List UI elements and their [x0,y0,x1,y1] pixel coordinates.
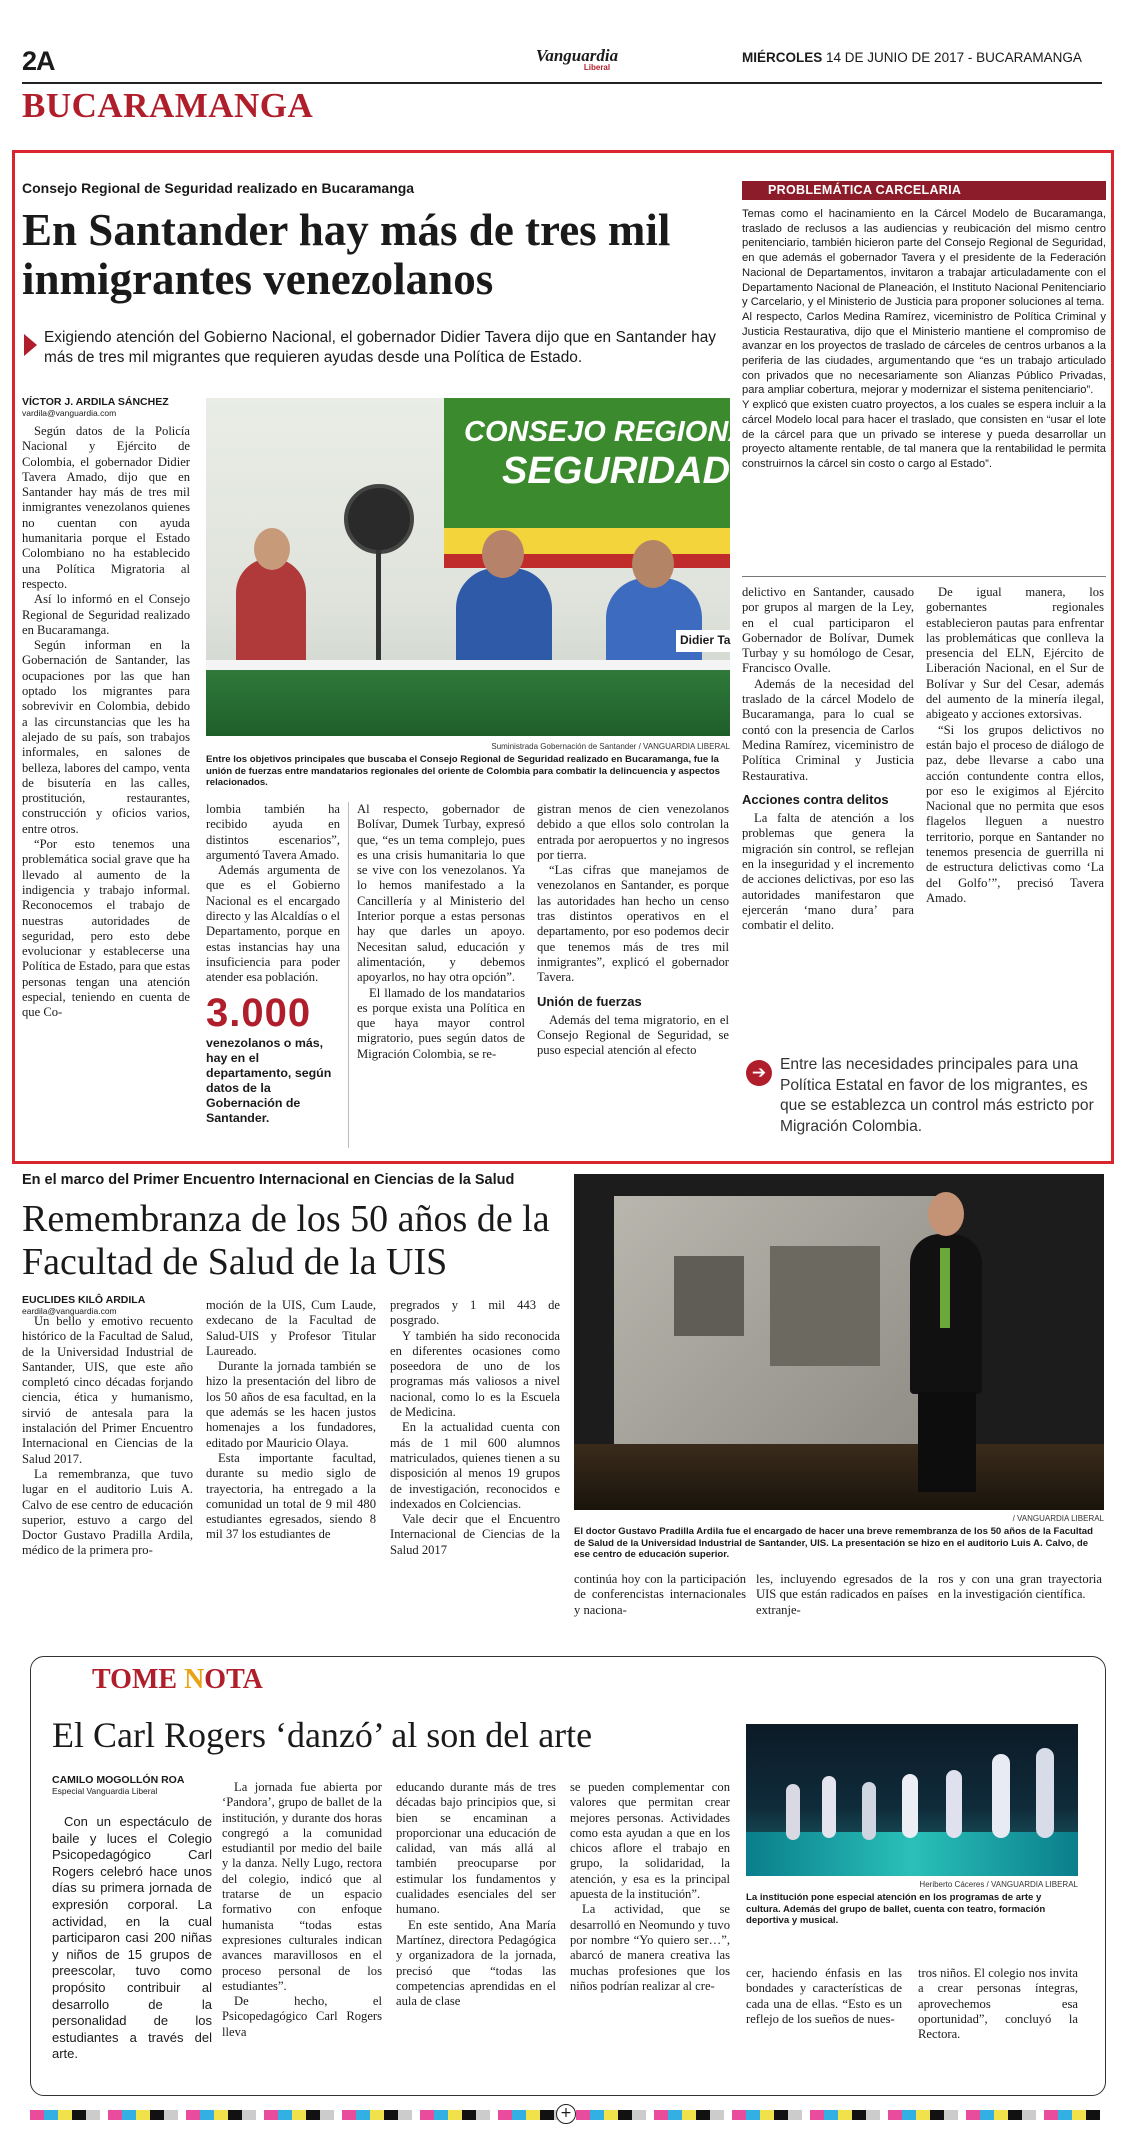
story3-byline: CAMILO MOGOLLÓN ROA [52,1774,185,1786]
story2-col4: continúa hoy con la participación de conferencistas internacionales y naciona- [574,1572,746,1617]
story3-photo-caption: La institución pone especial atención en los programas de arte y cultura. Además del grupo de ballet, cuenta con teatro, formación deportiva y musical. [746,1892,1046,1926]
tome-nota-label-n: N [184,1664,205,1695]
para: cer, haciendo énfasis en las bondades y características de cada una de ellas. “Esto es un reflejo de los sueños de nues- [746,1966,902,2026]
para: Y explicó que existen cuatro proyectos, a los cuales se espera incluir a la cárcel Modelo local para hacer el traslado, que consisten en “usar el lote de la cárcel para que un privado se interese y pueda desarrollar un proyecto altamente rentable, de tal manera que la rentabilidad le permita construirnos la cárcel sin costo o cargo al Estado”. [742,399,1106,470]
story1-col5 [742,585,914,934]
para: La remembranza, que tuvo lugar en el auditorio Luis A. Calvo de ese centro de educación superior, estuvo a cargo del Doctor Gustavo Pradilla Ardila, médico de la primera pro- [22,1466,193,1558]
screen-photo-1 [674,1256,744,1336]
story3-col4 [570,1780,730,1994]
sidebar-title: PROBLEMÁTICA CARCELARIA [768,183,962,197]
para: Temas como el hacinamiento en la Cárcel Modelo de Bucaramanga, traslado de reclusos a las audiencias y reubicación del mismo centro penitenciario, también hicieron parte del Consejo Regional de Seguridad, en que además el gobernador Tavera y el presidente de la Federación Nacional de Departamentos, invitaron a trabajar articuladamente con el Departamento Nacional de Planeación, el Instituto Nacional Penitenciario y Carcelario, y el Ministerio de Justicia para proponer soluciones al tema. [742,208,1106,309]
masthead-date-city: 14 DE JUNIO DE 2017 - BUCARAMANGA [826,50,1082,65]
story3-col2 [222,1780,382,2040]
person-1-head [254,528,290,570]
para: delictivo en Santander, causado por grupos al margen de la Ley, en el cual participaron el Gobernador de Bolívar, Dumek Turbay y su homólogo de Cesar, Francisco Ovalle. [742,585,914,676]
story3-col3 [396,1780,556,2009]
tome-nota-label [86,1664,269,1696]
para: tros niños. El colegio nos invita a crear personas íntegras, aprovechemos esa oportunidad”, concluyó la Rectora. [918,1966,1078,2042]
para: lombia también ha recibido ayuda en distintos escenarios”, argumentó Tavera Amado. [206,802,340,862]
story3-photo-credit: Heriberto Cáceres / VANGUARDIA LIBERAL [919,1880,1078,1889]
para: gistran menos de cien venezolanos debido a que ellos solo controlan la entrada por aeropuertos y no ingresos por tierra. [537,802,729,862]
rule [348,802,349,1148]
sidebar-rule [742,576,1106,577]
story2-byline: EUCLIDES KILÔ ARDILA [22,1294,146,1306]
para: “Si los grupos delictivos no están bajo el proceso de diálogo de paz, debe llevarse a cabo una acción contundente contra ellos, por eso le exigimos al Ejército Nacional que no permita que esos flagelos lleguen a nuestro territorio, porque en Santander no tenemos presencia de guerrilla ni de estructura delictivas como ‘La del Golfo’”, precisó Tavera Amado. [926,722,1104,905]
para: Y también ha sido reconocida en diferentes ocasiones como poseedora de uno de los programas más valiosos a nivel nacional, como lo es la Escuela de Medicina. [390,1328,560,1420]
story2-email: eardila@vanguardia.com [22,1306,117,1316]
speaker-head [928,1192,964,1236]
story2-kicker: En el marco del Primer Encuentro Internacional en Ciencias de la Salud [22,1172,515,1188]
para: Un bello y emotivo recuento histórico de la Facultad de Salud, de la Universidad Industrial de Santander, UIS, que este año completó cinco décadas forjando ciencia, ética y humanismo, sirvió de antesala para la instalación del Primer Encuentro Internacional en Ciencias de la Salud 2017. [22,1314,193,1466]
para: Además de la necesidad del traslado de la cárcel Modelo de Bucaramanga, para lo cual se contó con la presencia de Carlos Medina Ramírez, viceministro de Política Criminal y Justicia Restaurativa. [742,676,914,783]
story1-kicker: Consejo Regional de Seguridad realizado en Bucaramanga [22,180,415,196]
big-number-text: venezolanos o más, hay en el departamento, según datos de la Gobernación de Santander. [206,1035,332,1125]
story2-col3 [390,1298,560,1558]
para: La falta de atención a los problemas que genera la migración sin control, se reflejan en la inseguridad y el incremento de acciones delictivas, por eso las autoridades manifestaron que ejercerán ‘mano dura’ para combatir el delito. [742,811,914,933]
story1-email: vardila@vanguardia.com [22,408,117,418]
story2-col6: ros y con una gran trayectoria en la investigación científica. [938,1572,1102,1602]
para: El llamado de los mandatarios es porque exista una Política en que haya mayor control migratorio, pues según datos de Migración Colombia, se re- [357,985,525,1061]
big-number: 3.000 [206,990,312,1035]
fan-icon [344,484,414,554]
para: Durante la jornada también se hizo la presentación del libro de los 50 años de esa facultad, en la que además se les hacen justos homenajes a los fundadores, editado por Mauricio Olaya. [206,1359,376,1450]
para: Además argumenta de que es el Gobierno Nacional es el encargado directo y las Alcaldías o el Departamento, porque en estas instancias hay una insuficiencia para poder atender esa población. [206,863,340,985]
fan-stand [376,550,381,670]
masthead-day: MIÉRCOLES [742,50,823,65]
dancer-2 [822,1776,836,1838]
para: En este sentido, Ana María Martínez, directora Pedagógica y organizadora de la jornada, precisó que “todas las competencias aprendidas en el aula de clase [396,1917,556,2009]
banner-text-2: SEGURIDAD [502,450,731,492]
para: De igual manera, los gobernantes regionales establecieron pautas para enfrentar las problemáticas que conlleva la presencia del ELN, Ejército de Liberación Nacional, en el Sur de Bolívar y Sur del Cesar, además del aumento de la minería ilegal, abigeato y acciones extorsivas. [926,585,1104,722]
tome-nota-label-a: TOME [92,1664,185,1695]
para: Además del tema migratorio, en el Consejo Regional de Seguridad, se puso especial atención al efecto [537,1012,729,1058]
story1-col2 [206,802,340,1126]
story1-pullquote: Entre las necesidades principales para una Política Estatal en favor de los migrantes, es que se establezca un control más estricto por Migración Colombia. [780,1056,1094,1135]
screen-photo-2 [770,1246,880,1366]
registration-mark-icon: + [556,2104,576,2124]
para: educando durante más de tres décadas bajo principios que, si bien se encaminan a proporcionar una educación de calidad, van más allá al también preocuparse por estimular los fundamentos y cualidades esenciales del ser humano. [396,1780,556,1917]
subhead-union: Unión de fuerzas [537,993,642,1009]
person-2-head [482,530,524,578]
sidebar-body [742,207,1106,472]
story1-col3 [357,802,525,1062]
para: Esta importante facultad, durante su medio siglo de trayectoria, ha entregado a la comunidad un total de 9 mil 480 estudiantes egresados, siendo 8 mil 37 los estudiantes de [206,1450,376,1542]
story1-photo [206,398,767,736]
story2-photo-caption: El doctor Gustavo Pradilla Ardila fue el encargado de hacer una breve remembranza de los 50 años de la Facultad de Salud de la Universidad Industrial de Santander, UIS. La presentación se hizo en el auditorio Luis A. Calvo, de ese centro de educación superior. [574,1526,1093,1560]
para: De hecho, el Psicopedagógico Carl Rogers lleva [222,1994,382,2039]
dancer-5 [946,1770,962,1838]
speaker-legs [918,1392,976,1492]
story1-col4 [537,802,729,1059]
story1-col1 [22,424,190,1021]
masthead-date [742,50,1082,65]
masthead-logo [522,48,632,72]
dancer-1 [786,1784,800,1840]
story1-byline: VÍCTOR J. ARDILA SÁNCHEZ [22,396,169,408]
pullquote-arrow-icon: ➔ [746,1060,772,1086]
story1-photo-caption: Entre los objetivos principales que buscaba el Consejo Regional de Seguridad realizado en Bucaramanga, fue la unión de fuerzas entre mandatarios regionales del oriente de Colombia para combatir la delincuencia y aspectos relacionados. [206,754,720,788]
story2-headline: Remembranza de los 50 años de la Facultad de Salud de la UIS [22,1198,550,1283]
story1-photo-credit: Suministrada Gobernación de Santander / VANGUARDIA LIBERAL [491,742,730,751]
tome-nota-label-c: OTA [204,1664,263,1695]
page-number: 2A [22,46,55,76]
story2-photo [574,1174,1104,1510]
logo-sub: Liberal [583,63,611,72]
para: Según informan en la Gobernación de Santander, las ocupaciones por las que han optado los migrantes para sobrevivir en Colombia, debido a las circunstancias que les ha alejado de su país, son trabajos informales, en salones de belleza, labores del campo, venta de bisutería en las calles, prostitución, restaurantes, construcción y oficios varios, entre otros. [22,638,190,836]
photo-nameplate: Didier Ta [676,630,730,652]
table-green [206,668,730,736]
story1-lead: Exigiendo atención del Gobierno Nacional, el gobernador Didier Tavera dijo que en Santander hay más de tres mil migrantes que requieren ayudas desde una Política de Estado. [44,329,716,366]
para: “Por esto tenemos una problemática social grave que ha llevado al aumento de la indigencia y trabajo informal. Reconocemos el trabajo de nuestras autoridades de seguridad, pero esto debe evolucionar y establecerse una Política de Estado, para que estas personas tengan una atención especial, teniendo en cuenta de que Co- [22,837,190,1020]
para: Con un espectáculo de baile y luces el Colegio Psicopedagógico Carl Rogers celebró hace unos días su primera jornada de expresión corporal. La actividad, en la cual participaron casi 200 niñas y niños de 15 grupos de preescolar, tuvo como propósito contribuir al desarrollo de la personalidad de los estudiantes a través del arte. [52,1814,212,2062]
story2-photo-credit: / VANGUARDIA LIBERAL [1012,1514,1104,1523]
story3-col5 [746,1966,902,2027]
para: Vale decir que el Encuentro Internacional de Ciencias de la Salud 2017 [390,1512,560,1557]
story3-photo [746,1724,1078,1876]
person-3-head [632,540,674,588]
dancer-3 [862,1782,876,1840]
subhead-acciones: Acciones contra delitos [742,791,889,807]
story2-col5: les, incluyendo egresados de la UIS que están radicados en países extranje- [756,1572,928,1617]
story1-headline: En Santander hay más de tres mil inmigrantes venezolanos [22,205,671,304]
story3-col1 [52,1814,212,2063]
story2-col2 [206,1298,376,1543]
para: Según datos de la Policía Nacional y Ejército de Colombia, el gobernador Didier Tavera Amado, dijo que en Santander hay más de tres mil inmigrantes venezolanos quienes no cuentan con ayuda humanitaria porque el Estado Colombiano no ha establecido una Política Migratoria al respecto. [22,424,190,591]
story1-col6 [926,585,1104,906]
logo-main: Vanguardia [535,46,619,65]
story3-email: Especial Vanguardia Liberal [52,1786,158,1796]
masthead-rule [22,82,1102,84]
para: Al respecto, gobernador de Bolívar, Dumek Turbay, expresó que, “es un tema complejo, pues es una crisis humanitaria lo que se vive con los venezolanos. Ya lo hemos manifestado a la Cancillería y al Ministerio del Interior porque a estas personas hay que darles un apoyo. Necesitan salud, educación y alimentación, y debemos apoyarlos, no hay otra opción”. [357,802,525,985]
dancer-6 [992,1754,1010,1838]
stage-floor [574,1444,1104,1510]
section-title: BUCARAMANGA [22,86,314,125]
story2-col1 [22,1314,193,1559]
para: Así lo informó en el Consejo Regional de Seguridad realizado en Bucaramanga. [22,592,190,637]
dancer-7 [1036,1748,1054,1838]
banner-text-1: CONSEJO REGIONAL [464,416,767,448]
para: La jornada fue abierta por ‘Pandora’, grupo de ballet de la institución, y durante dos horas congregó a la comunidad estudiantil por medio del baile y la danza. Nelly Lugo, rectora del colegio, indicó que al tratarse de un espacio formativo con enfoque humanista “todas estas expresiones culturales indican avances maravillosos en el proceso personal de los estudiantes”. [222,1780,382,1993]
speaker-tie [940,1248,950,1328]
person-1 [236,558,306,668]
para: pregrados y 1 mil 443 de posgrado. [390,1298,560,1328]
story1-lead-marker [24,334,37,356]
story3-col6 [918,1966,1078,2042]
para: Al respecto, Carlos Medina Ramírez, viceministro de Política Criminal y Justicia Restaurativa, dijo que el Ministerio mantiene el compromiso de avanzar en los proyectos de traslado de cárceles de centros urbanos a la periferia de las ciudades, argumentando que “es un trabajo articulado con privados que no necesariamente son Alianzas Público Privadas, para ampliar cobertura, mejorar y modernizar el sistema penitenciario”. [742,310,1106,397]
para: se pueden complementar con valores que permitan crear mejores personas. Actividades como esta ayudan a que en los chicos aflore el trabajo en grupo, la solidaridad, la atención, y esa es la principal apuesta de la institución”. [570,1780,730,1902]
dancer-4 [902,1774,918,1838]
para: moción de la UIS, Cum Laude, exdecano de la Facultad de Salud-UIS y Profesor Titular Laureado. [206,1298,376,1358]
para: La actividad, que se desarrolló en Neomundo y tuvo por nombre “Yo quiero ser…”, abarcó de manera creativa las muchas profesiones que los niños podrían realizar al cre- [570,1902,730,1993]
story3-headline: El Carl Rogers ‘danzó’ al son del arte [52,1715,593,1755]
para: En la actualidad cuenta con más de 1 mil 600 alumnos matriculados, quienes tienen a su disposición al menos 19 grupos de investigación, reconocidos e indexados en Colciencias. [390,1420,560,1511]
story1-byline-block [22,396,207,421]
para: “Las cifras que manejamos de venezolanos en Santander, es porque las autoridades han hecho un censo tras distintos operativos en el departamento, por eso podemos decir que tenemos más de tres mil inmigrantes”, explicó el gobernador Tavera. [537,863,729,985]
table-cloth [206,660,730,670]
